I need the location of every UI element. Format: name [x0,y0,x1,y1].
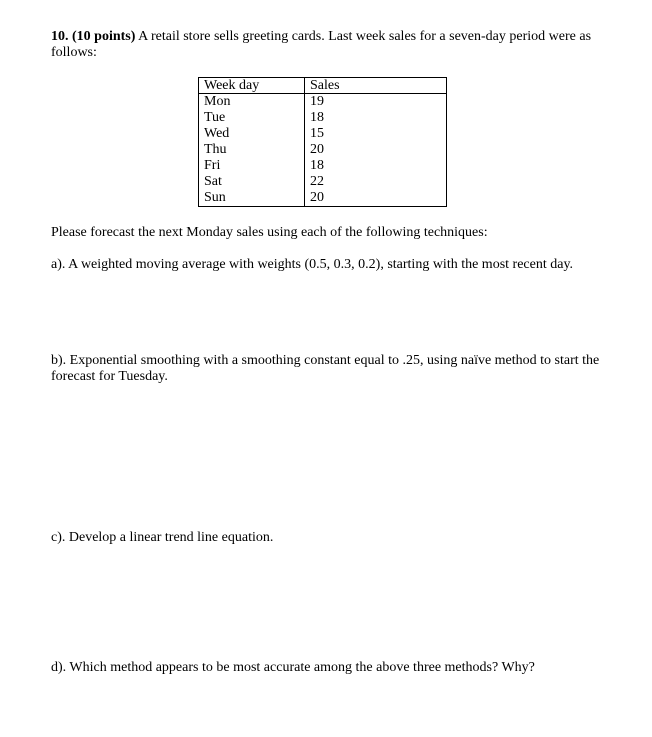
cell-day: Fri [199,158,305,174]
header-sales: Sales [305,78,447,94]
table-header-row [199,78,447,94]
cell-day: Wed [199,126,305,142]
question-d: d). Which method appears to be most accurate among the above three methods? Why? [51,660,535,675]
cell-sales: 19 [310,94,324,109]
cell-sales: 20 [310,190,324,205]
cell-day: Tue [199,110,305,126]
problem-text: A retail store sells greeting cards. Last week sales for a seven-day period were as follows: [51,29,592,60]
table-row [199,94,447,111]
cell-sales: 18 [310,158,324,173]
table-row [199,158,447,174]
cell-sales: 18 [310,110,324,125]
table-row [199,174,447,190]
cell-day: Mon [199,94,305,111]
sales-table [198,77,447,207]
problem-points: (10 points) [72,29,136,44]
question-b: b). Exponential smoothing with a smoothing constant equal to .25, using naïve method to start the forecast for Tuesday. [51,353,600,384]
instruction-text: Please forecast the next Monday sales using each of the following techniques: [51,225,488,240]
header-week-day: Week day [199,78,305,94]
cell-sales: 20 [310,142,324,157]
table-row [199,126,447,142]
question-c: c). Develop a linear trend line equation. [51,530,274,545]
table-row [199,190,447,207]
cell-day: Sun [199,190,305,207]
cell-sales: 22 [310,174,324,189]
table-row [199,110,447,126]
table-row [199,142,447,158]
cell-sales: 15 [310,126,324,141]
problem-statement [51,29,611,61]
cell-day: Sat [199,174,305,190]
cell-day: Thu [199,142,305,158]
problem-number: 10. [51,29,69,44]
question-a: a). A weighted moving average with weights (0.5, 0.3, 0.2), starting with the most recent day. [51,257,574,272]
